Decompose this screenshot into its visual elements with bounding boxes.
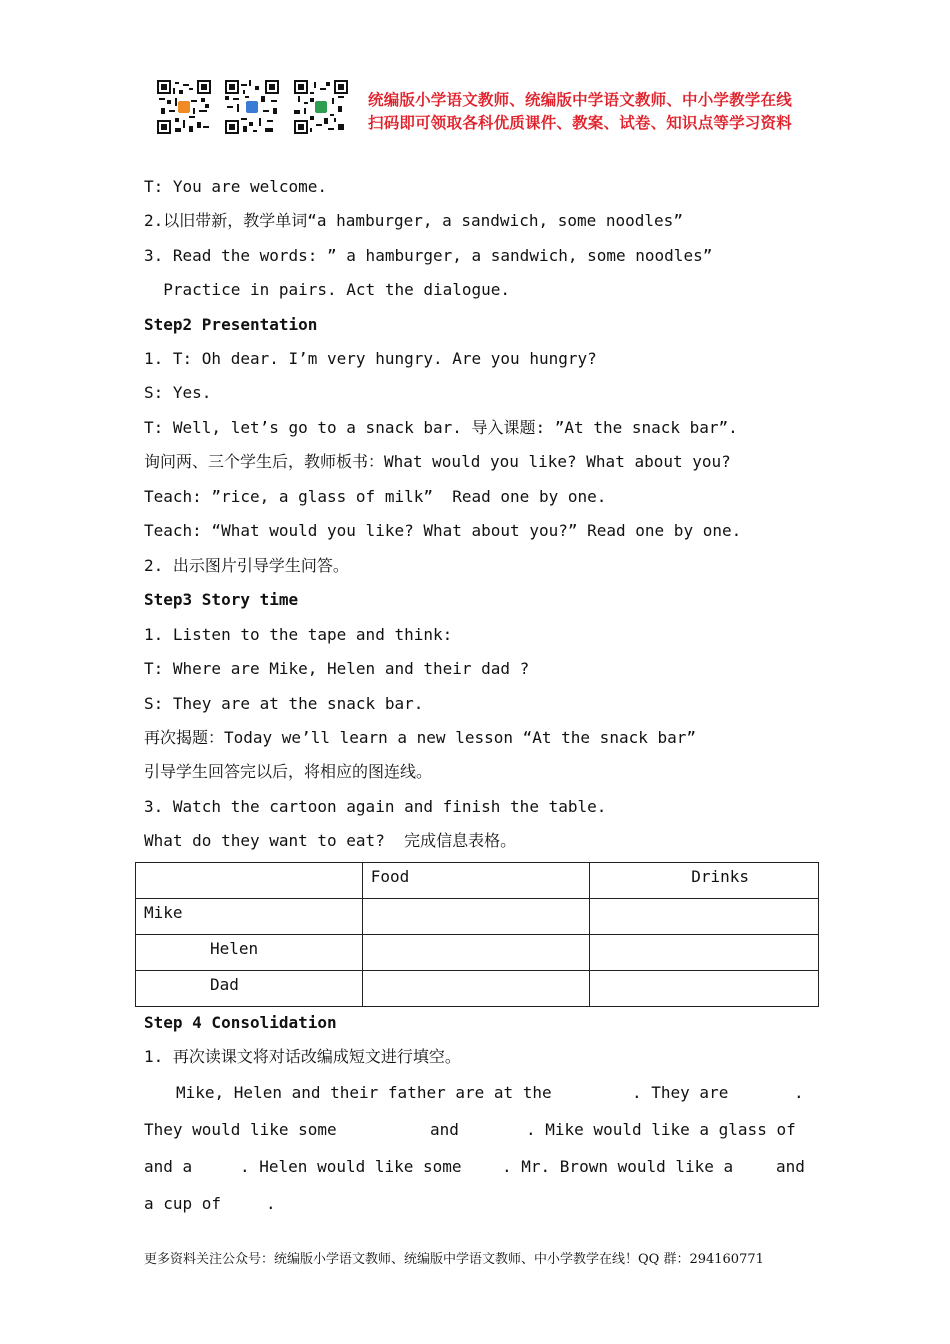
table-cell-name: Helen (136, 935, 363, 971)
cloze-text: . (794, 1083, 804, 1102)
table-header-cell: Food (362, 863, 590, 899)
qr-code-1 (157, 80, 211, 134)
cloze-text: . (266, 1194, 276, 1213)
section-heading-step4: Step 4 Consolidation (144, 1013, 337, 1032)
text-line: Teach: ”rice, a glass of milk” Read one by one. (144, 487, 607, 506)
table-cell-name: Mike (136, 899, 363, 935)
text-line: T: Where are Mike, Helen and their dad ? (144, 659, 530, 678)
table-row (136, 935, 819, 971)
text-line: 1. 再次读课文将对话改编成短文进行填空。 (144, 1047, 461, 1066)
section-heading-step2: Step2 Presentation (144, 315, 318, 334)
cloze-text: and (430, 1120, 459, 1139)
table-header-row (136, 863, 819, 899)
text-line: 引导学生回答完以后，将相应的图连线。 (144, 762, 433, 781)
table-cell-name: Dad (136, 971, 363, 1007)
table-row (136, 899, 819, 935)
banner-line-1: 统编版小学语文教师、统编版中学语文教师、中小学教学在线 (368, 91, 792, 109)
cloze-line-1 (176, 1083, 552, 1103)
table-cell-food[interactable] (362, 935, 590, 971)
table-cell-food[interactable] (362, 899, 590, 935)
cloze-text: . Helen would like some (240, 1157, 462, 1176)
cloze-text: a cup of (144, 1194, 222, 1213)
text-line: 3. Read the words: ” a hamburger, a sandwich, some noodles” (144, 246, 713, 265)
text-line: 2. 出示图片引导学生问答。 (144, 556, 349, 575)
text-line: T: Well, let’s go to a snack bar. 导入课题: ”At the snack bar”. (144, 418, 738, 437)
cloze-text: . They are (632, 1083, 729, 1102)
cloze-text: . Mike would like a glass of (526, 1120, 796, 1139)
info-table (135, 862, 819, 1007)
text-line: S: They are at the snack bar. (144, 694, 424, 713)
text-line: 3. Watch the cartoon again and finish the table. (144, 797, 607, 816)
footer-note: 更多资料关注公众号：统编版小学语文教师、统编版中学语文教师、中小学教学在线！QQ 群：294160771 (144, 1252, 764, 1267)
cloze-text: . Mr. Brown would like a (502, 1157, 734, 1176)
section-heading-step3: Step3 Story time (144, 590, 299, 609)
text-line: 1. T: Oh dear. I’m very hungry. Are you hungry? (144, 349, 597, 368)
text-line: S: Yes. (144, 383, 212, 402)
table-header-cell: Drinks (590, 863, 819, 899)
text-line: 1. Listen to the tape and think: (144, 625, 453, 644)
cloze-text: They would like some (144, 1120, 337, 1139)
table-cell-drinks[interactable] (590, 899, 819, 935)
table-row (136, 971, 819, 1007)
banner-line-2: 扫码即可领取各科优质课件、教案、试卷、知识点等学习资料 (368, 114, 792, 132)
table-cell-drinks[interactable] (590, 935, 819, 971)
text-line: 2.以旧带新，教学单词“a hamburger, a sandwich, some noodles” (144, 211, 683, 230)
text-line: Teach: “What would you like? What about you?” Read one by one. (144, 521, 742, 540)
qr-code-2 (225, 80, 279, 134)
cloze-text: and (776, 1157, 805, 1176)
text-line: 询问两、三个学生后，教师板书：What would you like? What about you? (144, 452, 731, 471)
text-line: What do they want to eat? 完成信息表格。 (144, 831, 517, 850)
table-header-cell (136, 863, 363, 899)
cloze-text: and a (144, 1157, 193, 1176)
qr-code-3 (294, 80, 348, 134)
cloze-text: Mike, Helen and their father are at the (176, 1083, 552, 1102)
table-cell-food[interactable] (362, 971, 590, 1007)
table-cell-drinks[interactable] (590, 971, 819, 1007)
text-line: T: You are welcome. (144, 177, 328, 196)
text-line: 再次揭题：Today we’ll learn a new lesson “At the snack bar” (144, 728, 697, 747)
text-line: Practice in pairs. Act the dialogue. (144, 280, 511, 299)
